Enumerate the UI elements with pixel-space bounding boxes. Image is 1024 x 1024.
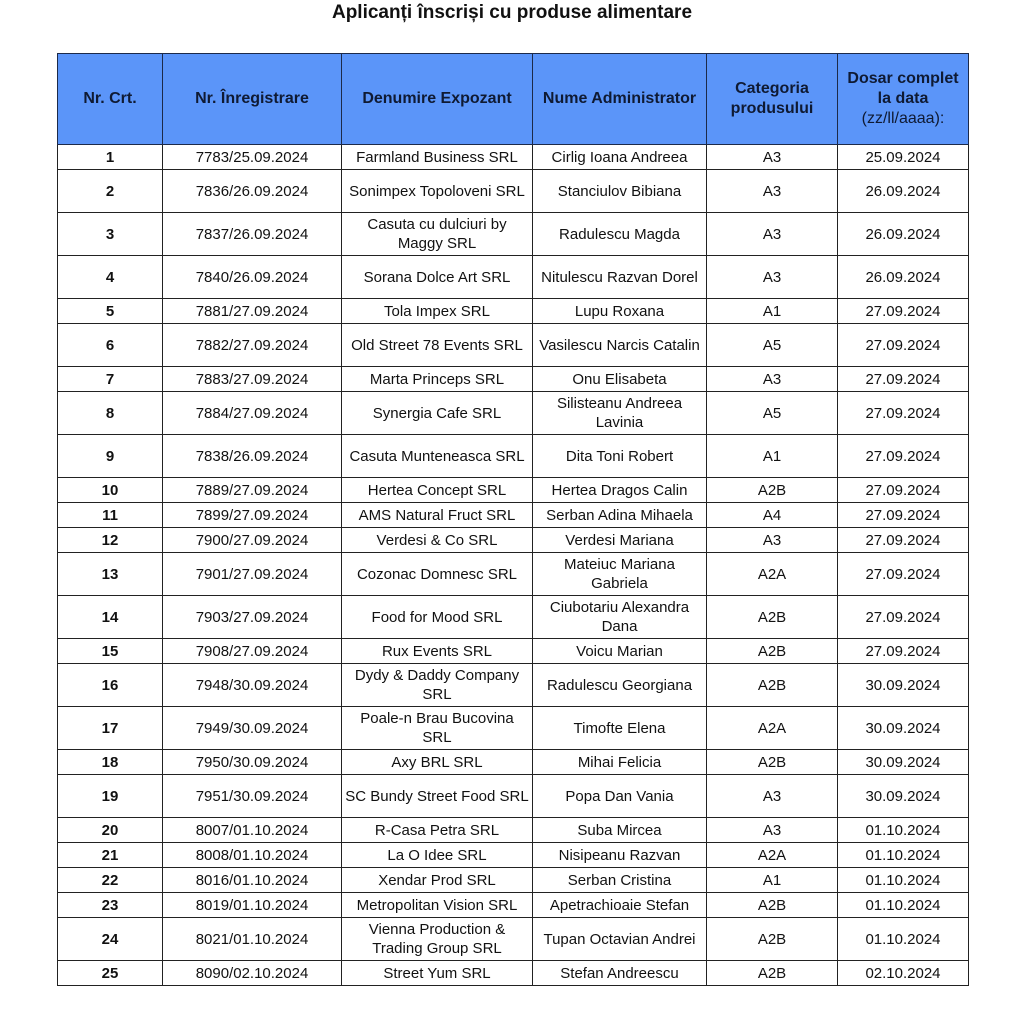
cell-dosar-data: 27.09.2024 xyxy=(838,324,969,367)
table-row xyxy=(58,868,969,893)
cell-categoria: A3 xyxy=(707,213,838,256)
cell-dosar-data: 01.10.2024 xyxy=(838,843,969,868)
cell-nume-administrator: Nisipeanu Razvan xyxy=(533,843,707,868)
cell-nume-administrator: Stefan Andreescu xyxy=(533,961,707,986)
cell-denumire-expozant: Rux Events SRL xyxy=(342,639,533,664)
cell-nr-inregistrare: 7783/25.09.2024 xyxy=(163,145,342,170)
cell-denumire-expozant: Street Yum SRL xyxy=(342,961,533,986)
cell-dosar-data: 25.09.2024 xyxy=(838,145,969,170)
cell-nr-inregistrare: 7899/27.09.2024 xyxy=(163,503,342,528)
cell-dosar-data: 27.09.2024 xyxy=(838,435,969,478)
header-date-format: (zz/ll/aaaa): xyxy=(861,110,945,127)
cell-denumire-expozant: Poale-n Brau Bucovina SRL xyxy=(342,707,533,750)
cell-categoria: A2B xyxy=(707,961,838,986)
cell-nr-crt: 11 xyxy=(58,503,163,528)
cell-denumire-expozant: SC Bundy Street Food SRL xyxy=(342,775,533,818)
cell-nr-crt: 25 xyxy=(58,961,163,986)
table-row xyxy=(58,478,969,503)
cell-nr-crt: 13 xyxy=(58,553,163,596)
cell-nr-inregistrare: 7900/27.09.2024 xyxy=(163,528,342,553)
cell-categoria: A3 xyxy=(707,775,838,818)
cell-nr-crt: 6 xyxy=(58,324,163,367)
table-row xyxy=(58,553,969,596)
cell-nume-administrator: Tupan Octavian Andrei xyxy=(533,918,707,961)
cell-denumire-expozant: Synergia Cafe SRL xyxy=(342,392,533,435)
cell-categoria: A2B xyxy=(707,750,838,775)
cell-nr-crt: 9 xyxy=(58,435,163,478)
header-dosar-complet xyxy=(838,54,969,145)
cell-categoria: A1 xyxy=(707,435,838,478)
table-row xyxy=(58,707,969,750)
table-row xyxy=(58,299,969,324)
table-row xyxy=(58,392,969,435)
cell-nume-administrator: Mihai Felicia xyxy=(533,750,707,775)
table-body xyxy=(58,145,969,986)
cell-nr-crt: 22 xyxy=(58,868,163,893)
cell-nr-inregistrare: 7836/26.09.2024 xyxy=(163,170,342,213)
cell-dosar-data: 27.09.2024 xyxy=(838,367,969,392)
cell-denumire-expozant: Food for Mood SRL xyxy=(342,596,533,639)
cell-nume-administrator: Voicu Marian xyxy=(533,639,707,664)
cell-nume-administrator: Radulescu Magda xyxy=(533,213,707,256)
cell-categoria: A5 xyxy=(707,324,838,367)
cell-nume-administrator: Verdesi Mariana xyxy=(533,528,707,553)
cell-nr-inregistrare: 7903/27.09.2024 xyxy=(163,596,342,639)
cell-categoria: A3 xyxy=(707,256,838,299)
cell-categoria: A2B xyxy=(707,664,838,707)
cell-nr-crt: 7 xyxy=(58,367,163,392)
cell-categoria: A5 xyxy=(707,392,838,435)
cell-categoria: A2B xyxy=(707,639,838,664)
table-row xyxy=(58,170,969,213)
cell-nr-crt: 15 xyxy=(58,639,163,664)
cell-dosar-data: 27.09.2024 xyxy=(838,596,969,639)
cell-dosar-data: 27.09.2024 xyxy=(838,478,969,503)
cell-nr-inregistrare: 7949/30.09.2024 xyxy=(163,707,342,750)
cell-denumire-expozant: Hertea Concept SRL xyxy=(342,478,533,503)
cell-nr-crt: 8 xyxy=(58,392,163,435)
cell-dosar-data: 01.10.2024 xyxy=(838,918,969,961)
cell-nr-crt: 20 xyxy=(58,818,163,843)
cell-categoria: A3 xyxy=(707,528,838,553)
cell-nume-administrator: Serban Cristina xyxy=(533,868,707,893)
cell-dosar-data: 27.09.2024 xyxy=(838,299,969,324)
cell-dosar-data: 26.09.2024 xyxy=(838,213,969,256)
cell-nr-crt: 1 xyxy=(58,145,163,170)
table-row xyxy=(58,775,969,818)
cell-dosar-data: 02.10.2024 xyxy=(838,961,969,986)
cell-categoria: A2A xyxy=(707,707,838,750)
cell-dosar-data: 01.10.2024 xyxy=(838,868,969,893)
cell-dosar-data: 27.09.2024 xyxy=(838,639,969,664)
cell-nr-crt: 12 xyxy=(58,528,163,553)
page-title: Aplicanți înscriși cu produse alimentare xyxy=(331,2,693,23)
cell-categoria: A2A xyxy=(707,553,838,596)
cell-denumire-expozant: AMS Natural Fruct SRL xyxy=(342,503,533,528)
header-denumire-expozant: Denumire Expozant xyxy=(342,54,533,145)
cell-dosar-data: 26.09.2024 xyxy=(838,256,969,299)
cell-nume-administrator: Timofte Elena xyxy=(533,707,707,750)
cell-nume-administrator: Cirlig Ioana Andreea xyxy=(533,145,707,170)
cell-dosar-data: 27.09.2024 xyxy=(838,392,969,435)
cell-nume-administrator: Hertea Dragos Calin xyxy=(533,478,707,503)
table-row xyxy=(58,256,969,299)
cell-nr-inregistrare: 8016/01.10.2024 xyxy=(163,868,342,893)
cell-categoria: A4 xyxy=(707,503,838,528)
cell-denumire-expozant: Casuta Munteneasca SRL xyxy=(342,435,533,478)
cell-nr-inregistrare: 7884/27.09.2024 xyxy=(163,392,342,435)
cell-categoria: A2B xyxy=(707,918,838,961)
header-nr-inregistrare: Nr. Înregistrare xyxy=(163,54,342,145)
cell-dosar-data: 30.09.2024 xyxy=(838,750,969,775)
table-header-row xyxy=(58,54,969,145)
table-row xyxy=(58,639,969,664)
cell-dosar-data: 30.09.2024 xyxy=(838,775,969,818)
cell-nr-crt: 2 xyxy=(58,170,163,213)
table-row xyxy=(58,503,969,528)
table-row xyxy=(58,596,969,639)
cell-nr-inregistrare: 7948/30.09.2024 xyxy=(163,664,342,707)
cell-denumire-expozant: Dydy & Daddy Company SRL xyxy=(342,664,533,707)
cell-denumire-expozant: Cozonac Domnesc SRL xyxy=(342,553,533,596)
table-row xyxy=(58,664,969,707)
cell-nume-administrator: Nitulescu Razvan Dorel xyxy=(533,256,707,299)
cell-categoria: A1 xyxy=(707,299,838,324)
cell-denumire-expozant: Vienna Production & Trading Group SRL xyxy=(342,918,533,961)
cell-nume-administrator: Suba Mircea xyxy=(533,818,707,843)
cell-nr-inregistrare: 8008/01.10.2024 xyxy=(163,843,342,868)
cell-nr-inregistrare: 7889/27.09.2024 xyxy=(163,478,342,503)
cell-nr-inregistrare: 7838/26.09.2024 xyxy=(163,435,342,478)
cell-nr-crt: 19 xyxy=(58,775,163,818)
cell-denumire-expozant: Verdesi & Co SRL xyxy=(342,528,533,553)
cell-dosar-data: 26.09.2024 xyxy=(838,170,969,213)
cell-dosar-data: 30.09.2024 xyxy=(838,707,969,750)
cell-nr-inregistrare: 8090/02.10.2024 xyxy=(163,961,342,986)
table-row xyxy=(58,893,969,918)
cell-nr-inregistrare: 8019/01.10.2024 xyxy=(163,893,342,918)
cell-denumire-expozant: R-Casa Petra SRL xyxy=(342,818,533,843)
table-row xyxy=(58,961,969,986)
cell-nr-crt: 23 xyxy=(58,893,163,918)
cell-denumire-expozant: Marta Princeps SRL xyxy=(342,367,533,392)
cell-categoria: A2B xyxy=(707,478,838,503)
cell-nr-crt: 10 xyxy=(58,478,163,503)
cell-nume-administrator: Onu Elisabeta xyxy=(533,367,707,392)
cell-nr-inregistrare: 7901/27.09.2024 xyxy=(163,553,342,596)
cell-nume-administrator: Radulescu Georgiana xyxy=(533,664,707,707)
cell-categoria: A2B xyxy=(707,893,838,918)
header-nume-administrator: Nume Administrator xyxy=(533,54,707,145)
cell-nr-inregistrare: 7951/30.09.2024 xyxy=(163,775,342,818)
cell-categoria: A2A xyxy=(707,843,838,868)
cell-nr-inregistrare: 7837/26.09.2024 xyxy=(163,213,342,256)
cell-denumire-expozant: Axy BRL SRL xyxy=(342,750,533,775)
cell-nr-crt: 17 xyxy=(58,707,163,750)
table-row xyxy=(58,918,969,961)
cell-categoria: A3 xyxy=(707,145,838,170)
cell-denumire-expozant: Old Street 78 Events SRL xyxy=(342,324,533,367)
cell-nr-crt: 14 xyxy=(58,596,163,639)
table-row xyxy=(58,528,969,553)
table-row xyxy=(58,435,969,478)
cell-nr-inregistrare: 7881/27.09.2024 xyxy=(163,299,342,324)
cell-categoria: A1 xyxy=(707,868,838,893)
cell-nume-administrator: Stanciulov Bibiana xyxy=(533,170,707,213)
table-row xyxy=(58,145,969,170)
header-dosar-complet-label: Dosar complet la data xyxy=(847,70,959,107)
table-row xyxy=(58,367,969,392)
cell-dosar-data: 27.09.2024 xyxy=(838,553,969,596)
cell-nr-inregistrare: 7950/30.09.2024 xyxy=(163,750,342,775)
cell-nr-inregistrare: 7883/27.09.2024 xyxy=(163,367,342,392)
cell-nume-administrator: Popa Dan Vania xyxy=(533,775,707,818)
cell-nr-inregistrare: 7908/27.09.2024 xyxy=(163,639,342,664)
cell-denumire-expozant: Farmland Business SRL xyxy=(342,145,533,170)
cell-denumire-expozant: Xendar Prod SRL xyxy=(342,868,533,893)
cell-nr-inregistrare: 7840/26.09.2024 xyxy=(163,256,342,299)
table-row xyxy=(58,324,969,367)
cell-nume-administrator: Mateiuc Mariana Gabriela xyxy=(533,553,707,596)
cell-categoria: A3 xyxy=(707,170,838,213)
cell-nr-crt: 3 xyxy=(58,213,163,256)
cell-dosar-data: 01.10.2024 xyxy=(838,893,969,918)
cell-nume-administrator: Silisteanu Andreea Lavinia xyxy=(533,392,707,435)
cell-categoria: A3 xyxy=(707,818,838,843)
cell-nume-administrator: Dita Toni Robert xyxy=(533,435,707,478)
cell-dosar-data: 27.09.2024 xyxy=(838,528,969,553)
cell-nr-crt: 21 xyxy=(58,843,163,868)
cell-denumire-expozant: Tola Impex SRL xyxy=(342,299,533,324)
cell-nr-crt: 24 xyxy=(58,918,163,961)
cell-nr-crt: 5 xyxy=(58,299,163,324)
cell-categoria: A3 xyxy=(707,367,838,392)
header-categoria-produsului: Categoria produsului xyxy=(707,54,838,145)
cell-nr-crt: 4 xyxy=(58,256,163,299)
cell-nr-crt: 16 xyxy=(58,664,163,707)
cell-dosar-data: 27.09.2024 xyxy=(838,503,969,528)
cell-nume-administrator: Lupu Roxana xyxy=(533,299,707,324)
cell-nume-administrator: Ciubotariu Alexandra Dana xyxy=(533,596,707,639)
cell-denumire-expozant: Sonimpex Topoloveni SRL xyxy=(342,170,533,213)
cell-nume-administrator: Serban Adina Mihaela xyxy=(533,503,707,528)
cell-categoria: A2B xyxy=(707,596,838,639)
cell-denumire-expozant: La O Idee SRL xyxy=(342,843,533,868)
cell-nr-inregistrare: 8021/01.10.2024 xyxy=(163,918,342,961)
table-row xyxy=(58,750,969,775)
cell-nr-inregistrare: 8007/01.10.2024 xyxy=(163,818,342,843)
cell-nr-crt: 18 xyxy=(58,750,163,775)
cell-dosar-data: 01.10.2024 xyxy=(838,818,969,843)
cell-nr-inregistrare: 7882/27.09.2024 xyxy=(163,324,342,367)
table-row xyxy=(58,818,969,843)
cell-dosar-data: 30.09.2024 xyxy=(838,664,969,707)
cell-nume-administrator: Apetrachioaie Stefan xyxy=(533,893,707,918)
cell-denumire-expozant: Metropolitan Vision SRL xyxy=(342,893,533,918)
cell-nume-administrator: Vasilescu Narcis Catalin xyxy=(533,324,707,367)
applicants-table xyxy=(57,53,969,986)
table-row xyxy=(58,213,969,256)
cell-denumire-expozant: Casuta cu dulciuri by Maggy SRL xyxy=(342,213,533,256)
cell-denumire-expozant: Sorana Dolce Art SRL xyxy=(342,256,533,299)
header-nr-crt: Nr. Crt. xyxy=(58,54,163,145)
table-row xyxy=(58,843,969,868)
